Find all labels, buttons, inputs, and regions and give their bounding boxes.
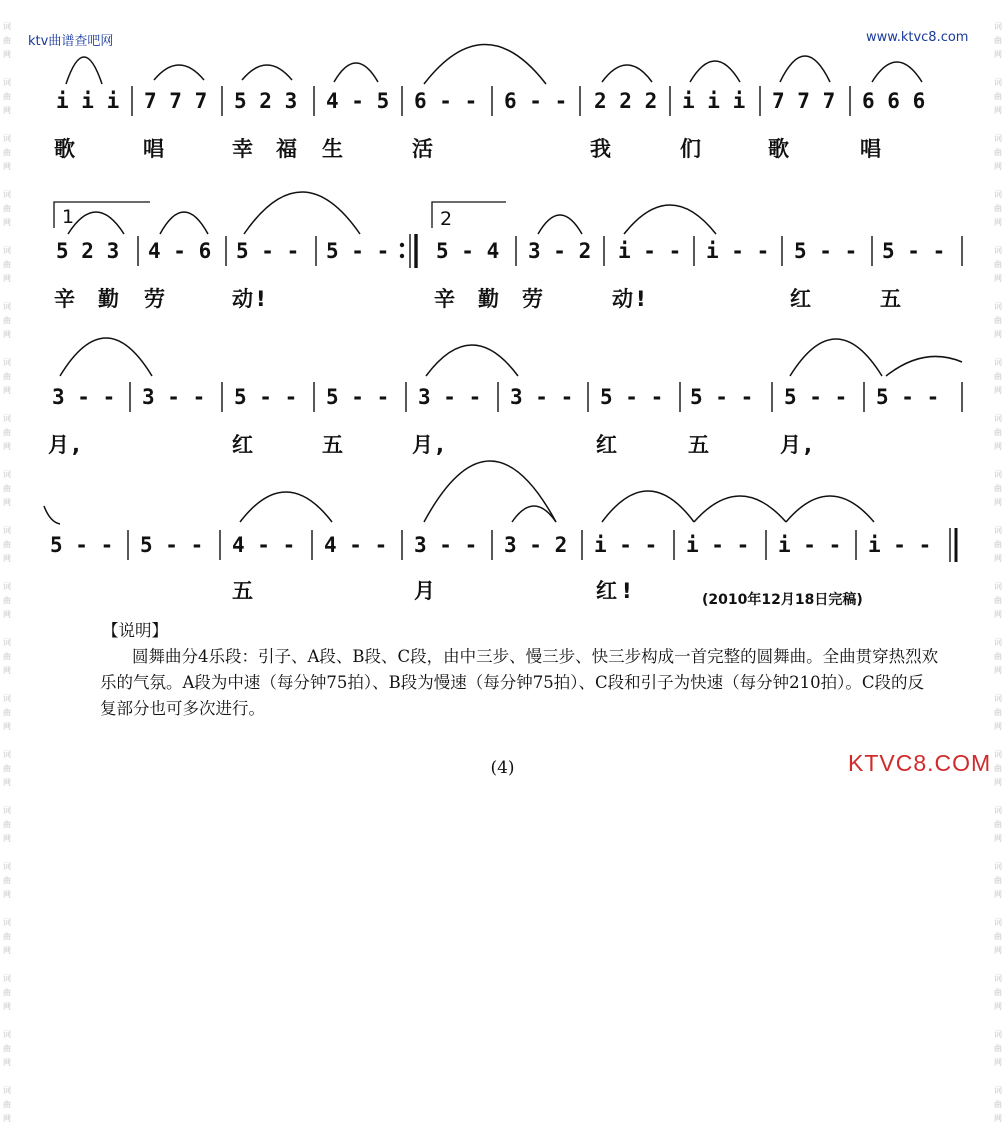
row3-lyric-6: , bbox=[436, 433, 444, 457]
row2-measure-9: 5 - - bbox=[794, 239, 858, 263]
row4-measures bbox=[50, 533, 931, 557]
row2-measure-4: 5 - - bbox=[326, 239, 390, 263]
row3-lyric-1: 月 bbox=[48, 433, 69, 457]
row2-lyric-9: 动 bbox=[612, 287, 633, 311]
row3-measure-4: 5 - - bbox=[326, 385, 390, 409]
row4-measure-10: i - - bbox=[868, 533, 932, 557]
row2-lyric-2: 勤 bbox=[98, 287, 119, 311]
row1-slurs bbox=[66, 45, 922, 85]
row4-measure-2: 5 - - bbox=[140, 533, 204, 557]
site-label-left[interactable]: ktv曲谱查吧网 bbox=[28, 34, 114, 49]
row1-lyric-3: 幸 bbox=[232, 137, 253, 161]
row4-measure-7: i - - bbox=[594, 533, 658, 557]
row3-measure-5: 3 - - bbox=[418, 385, 482, 409]
score-row-2 bbox=[54, 192, 962, 311]
row2-measure-3: 5 - - bbox=[236, 239, 300, 263]
row1-measure-6: 6 - - bbox=[504, 89, 568, 113]
row3-measure-1: 3 - - bbox=[52, 385, 116, 409]
row1-measure-7: 2 2 2 bbox=[594, 89, 658, 113]
row4-measure-6: 3 - 2 bbox=[504, 533, 568, 557]
side-watermark-left: 词 曲 网 词 曲 网 词 曲 网 词 曲 网 词 曲 网 词 曲 网 词 曲 网 词 曲 网 词 曲 网 词 曲 网 词 曲 网 词 曲 网 词 曲 网 词 曲 网 词 曲 网 词 曲 网 词 曲 网 词 曲 网 词 曲 网 词 曲 网 bbox=[3, 22, 11, 1123]
row2-measure-1: 5 2 3 bbox=[56, 239, 120, 263]
row2-lyric-11: 红 bbox=[790, 287, 811, 311]
row1-lyric-10: 唱 bbox=[860, 137, 881, 161]
row1-lyric-9: 歌 bbox=[768, 137, 789, 161]
row3-measure-10: 5 - - bbox=[876, 385, 940, 409]
row1-lyric-5: 生 bbox=[322, 137, 343, 161]
row3-lyric-3: 红 bbox=[232, 433, 253, 457]
score-row-3 bbox=[48, 338, 962, 457]
row3-lyric-8: 五 bbox=[688, 433, 709, 457]
row4-measure-3: 4 - - bbox=[232, 533, 296, 557]
row3-lyric-5: 月 bbox=[412, 433, 433, 457]
row4-measure-5: 3 - - bbox=[414, 533, 478, 557]
site-label-right[interactable]: www.ktvc8.com bbox=[866, 30, 969, 45]
row2-measure-6: 3 - 2 bbox=[528, 239, 592, 263]
side-watermark-right: 词 曲 网 词 曲 网 词 曲 网 词 曲 网 词 曲 网 词 曲 网 词 曲 网 词 曲 网 词 曲 网 词 曲 网 词 曲 网 词 曲 网 词 曲 网 词 曲 网 词 曲 网 词 曲 网 词 曲 网 词 曲 网 词 曲 网 词 曲 网 bbox=[994, 22, 1002, 1123]
row2-measure-5: 5 - 4 bbox=[436, 239, 500, 263]
row1-measure-2: 7 7 7 bbox=[144, 89, 208, 113]
row4-lyric-4: ! bbox=[622, 579, 632, 603]
row2-lyric-7: 勤 bbox=[478, 287, 499, 311]
row2-slurs bbox=[68, 192, 716, 234]
row1-lyrics bbox=[54, 137, 881, 161]
row3-lyric-10: , bbox=[804, 433, 812, 457]
row3-slurs bbox=[60, 338, 962, 376]
volta-2-number: 2 bbox=[440, 208, 453, 230]
row4-measure-1: 5 - - bbox=[50, 533, 114, 557]
row2-lyric-8: 劳 bbox=[522, 287, 543, 311]
site-logo: KTVC8.COM bbox=[848, 750, 992, 776]
row2-lyric-4: 动 bbox=[232, 287, 253, 311]
row3-measure-2: 3 - - bbox=[142, 385, 206, 409]
row1-lyric-1: 歌 bbox=[54, 137, 75, 161]
row1-lyric-8: 们 bbox=[680, 137, 701, 161]
row3-measure-7: 5 - - bbox=[600, 385, 664, 409]
row1-lyric-4: 福 bbox=[276, 137, 297, 161]
row2-lyrics bbox=[54, 287, 901, 311]
row3-lyric-2: , bbox=[72, 433, 80, 457]
row3-measure-3: 5 - - bbox=[234, 385, 298, 409]
row1-measure-9: 7 7 7 bbox=[772, 89, 836, 113]
row2-measures bbox=[56, 239, 945, 263]
row2-measure-7: i - - bbox=[618, 239, 682, 263]
row3-lyrics bbox=[48, 433, 812, 457]
row4-lyric-3: 红 bbox=[596, 579, 617, 603]
row2-lyric-1: 辛 bbox=[54, 287, 75, 311]
row2-lyric-12: 五 bbox=[880, 287, 901, 311]
row4-measure-8: i - - bbox=[686, 533, 750, 557]
explanation-heading: 【说明】 bbox=[102, 621, 168, 640]
completion-date: (2010年12月18日完稿) bbox=[702, 592, 863, 608]
explanation-body: 圆舞曲分4乐段：引子、A段、B段、C段，由中三步、慢三步、快三步构成一首完整的圆舞曲。全曲贯穿热烈欢乐的气氛。A段为中速（每分钟75拍）、B段为慢速（每分钟75拍）、C段和引子为快速（每分钟210拍）。C段的反复部分也可多次进行。 bbox=[100, 647, 939, 718]
row4-lyric-1: 五 bbox=[232, 579, 253, 603]
row1-measure-10: 6 6 6 bbox=[862, 89, 926, 113]
row3-measure-6: 3 - - bbox=[510, 385, 574, 409]
row2-lyric-5: ! bbox=[256, 287, 266, 311]
row1-measure-3: 5 2 3 bbox=[234, 89, 298, 113]
repeat-sign bbox=[400, 234, 416, 268]
row2-lyric-6: 辛 bbox=[434, 287, 455, 311]
volta-1-number: 1 bbox=[62, 206, 75, 228]
row2-measure-8: i - - bbox=[706, 239, 770, 263]
row4-lyric-2: 月 bbox=[414, 579, 435, 603]
row4-measure-4: 4 - - bbox=[324, 533, 388, 557]
row2-measure-2: 4 - 6 bbox=[148, 239, 212, 263]
row1-lyric-2: 唱 bbox=[143, 137, 164, 161]
row3-lyric-7: 红 bbox=[596, 433, 617, 457]
explanation-section bbox=[100, 618, 940, 722]
score-row-1 bbox=[54, 45, 925, 162]
row3-measure-9: 5 - - bbox=[784, 385, 848, 409]
row4-slurs bbox=[44, 461, 874, 524]
row2-lyric-3: 劳 bbox=[144, 287, 165, 311]
row2-lyric-10: ! bbox=[636, 287, 646, 311]
score-row-4 bbox=[44, 461, 956, 608]
row3-lyric-4: 五 bbox=[322, 433, 343, 457]
row1-measure-8: i i i bbox=[682, 89, 746, 113]
row3-measure-8: 5 - - bbox=[690, 385, 754, 409]
row1-measures bbox=[56, 89, 925, 113]
row1-lyric-6: 活 bbox=[412, 137, 433, 161]
row4-measure-9: i - - bbox=[778, 533, 842, 557]
row3-lyric-9: 月 bbox=[780, 433, 801, 457]
row3-measures bbox=[52, 385, 939, 409]
row4-lyrics bbox=[232, 579, 632, 603]
row1-measure-4: 4 - 5 bbox=[326, 89, 390, 113]
row1-measure-1: i i i bbox=[56, 89, 120, 113]
page-number: (4) bbox=[490, 758, 515, 778]
row1-lyric-7: 我 bbox=[590, 137, 611, 161]
final-barline bbox=[950, 528, 956, 562]
row1-measure-5: 6 - - bbox=[414, 89, 478, 113]
row2-measure-10: 5 - - bbox=[882, 239, 946, 263]
